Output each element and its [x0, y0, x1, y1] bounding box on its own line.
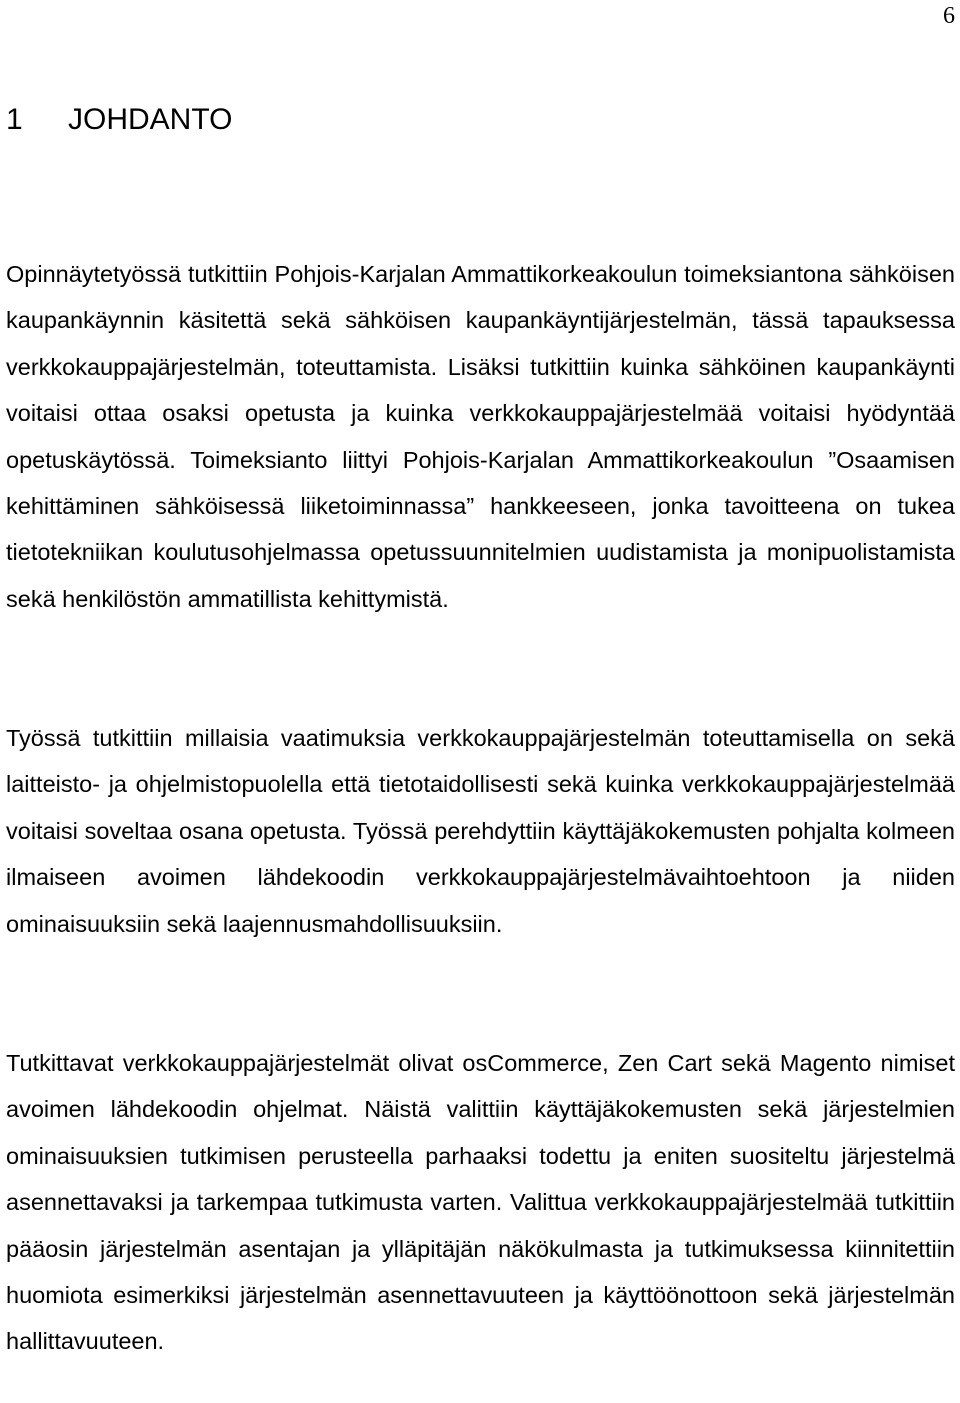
- chapter-number: 1: [6, 103, 23, 136]
- chapter-heading: [6, 100, 232, 140]
- paragraph-research-scope: Työssä tutkittiin millaisia vaatimuksia verkkokauppajärjestelmän toteuttamisella on sekä laitteisto- ja ohjelmistopuolella että tietotaidollisesti sekä kuinka verkkokauppajärjestelmää voitaisi soveltaa osana opetusta. Työssä perehdyttiin käyttäjäkokemusten pohjalta kolmeen ilmaiseen avoimen lähdekoodin verkkokauppajärjestelmävaihtoehtoon ja niiden ominaisuuksiin sekä laajennusmahdollisuuksiin.: [6, 725, 955, 937]
- chapter-title: JOHDANTO: [68, 103, 233, 136]
- paragraph-intro-commission: Opinnäytetyössä tutkittiin Pohjois-Karjalan Ammattikorkeakoulun toimeksiantona sähköisen kaupankäynnin käsitettä sekä sähköisen kaupankäyntijärjestelmän, tässä tapauksessa verkkokauppajärjestelmän, toteuttamista. Lisäksi tutkittiin kuinka sähköinen kaupankäynti voitaisi ottaa osaksi opetusta ja kuinka verkkokauppajärjestelmää voitaisi hyödyntää opetuskäytössä. Toimeksianto liittyi Pohjois-Karjalan Ammattikorkeakoulun ”Osaamisen kehittäminen sähköisessä liiketoiminnassa” hankkeeseen, jonka tavoitteena on tukea tietotekniikan koulutusohjelmassa opetussuunnitelmien uudistamista ja monipuolistamista sekä henkilöstön ammatillista kehittymistä.: [6, 261, 955, 612]
- paragraph-evaluated-systems: Tutkittavat verkkokauppajärjestelmät olivat osCommerce, Zen Cart sekä Magento nimiset avoimen lähdekoodin ohjelmat. Näistä valittiin käyttäjäkokemusten sekä järjestelmien ominaisuuksien tutkimisen perusteella parhaaksi todettu ja eniten suositeltu järjestelmä asennettavaksi ja tarkempaa tutkimusta varten. Valittua verkkokauppajärjestelmää tutkittiin pääosin järjestelmän asentajan ja ylläpitäjän näkökulmasta ja tutkimuksessa kiinnitettiin huomiota esimerkiksi järjestelmän asennettavuuteen ja käyttöönottoon sekä järjestelmän hallittavuuteen.: [6, 1050, 955, 1355]
- page-number: 6: [943, 3, 955, 29]
